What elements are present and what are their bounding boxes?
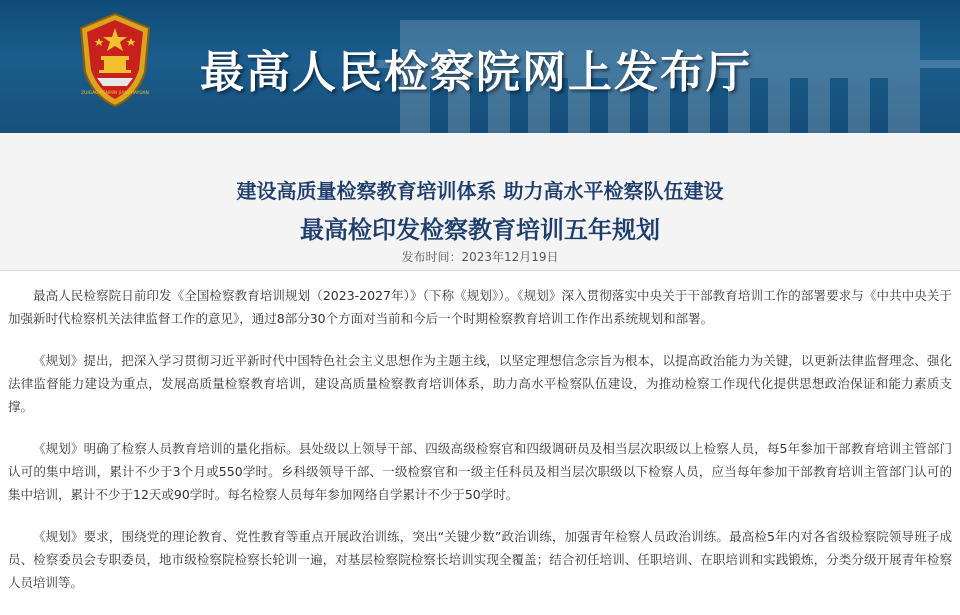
publish-date — [0, 248, 960, 265]
article-paragraph: 最高人民检察院日前印发《全国检察教育培训规划（2023-2027年）》（下称《规划》）。《规划》深入贯彻落实中央关于干部教育培训工作的部署要求与《中共中央关于加强新时代检察机关法律监督工作的意见》，通过8部分30个方面对当前和今后一个时期检察教育培训工作作出系统规划和部署。 — [8, 288, 952, 326]
article-subtitle: 建设高质量检察教育培训体系 助力高水平检察队伍建设 — [236, 179, 724, 203]
article-title: 最高检印发检察教育培训五年规划 — [300, 216, 660, 244]
article-body — [8, 284, 952, 613]
site-title: 最高人民检察院网上发布厅 — [200, 47, 752, 98]
emblem-text: ZUIGAO RENMIN JIANCHAYUAN — [81, 91, 149, 96]
procuratorate-emblem-icon — [75, 10, 155, 110]
article-paragraph: 《规划》要求，围绕党的理论教育、党性教育等重点开展政治训练，突出“关键少数”政治训练，加强青年检察人员政治训练。最高检5年内对各省级检察院领导班子成员、检察委员会专职委员，地市级检察院检察长轮训一遍，对基层检察院检察长培训实现全覆盖；结合初任培训、任职培训、在职培训和实践锻炼，分类分级开展青年检察人员培训等。 — [8, 529, 952, 590]
article-paragraph: 《规划》明确了检察人员教育培训的量化指标。县处级以上领导干部、四级高级检察官和四级调研员及相当层次职级以上检察人员，每5年参加干部教育培训主管部门认可的集中培训，累计不少于3个月或550学时。乡科级领导干部、一级检察官和一级主任科员及相当层次职级以下检察人员，应当每年参加干部教育培训主管部门认可的集中培训，累计不少于12天或90学时。每名检察人员每年参加网络自学累计不少于50学时。 — [8, 441, 952, 502]
site-header — [0, 0, 960, 133]
article-header — [0, 133, 960, 271]
article-paragraph: 《规划》提出，把深入学习贯彻习近平新时代中国特色社会主义思想作为主题主线，以坚定理想信念宗旨为根本，以提高政治能力为关键，以更新法律监督理念、强化法律监督能力建设为重点，发展高质量检察教育培训，建设高质量检察教育培训体系，助力高水平检察队伍建设，为推动检察工作现代化提供思想政治保证和能力素质支撑。 — [8, 353, 952, 414]
publish-date-label: 发布时间： — [401, 250, 462, 264]
publish-date-value: 2023年12月19日 — [461, 250, 559, 264]
